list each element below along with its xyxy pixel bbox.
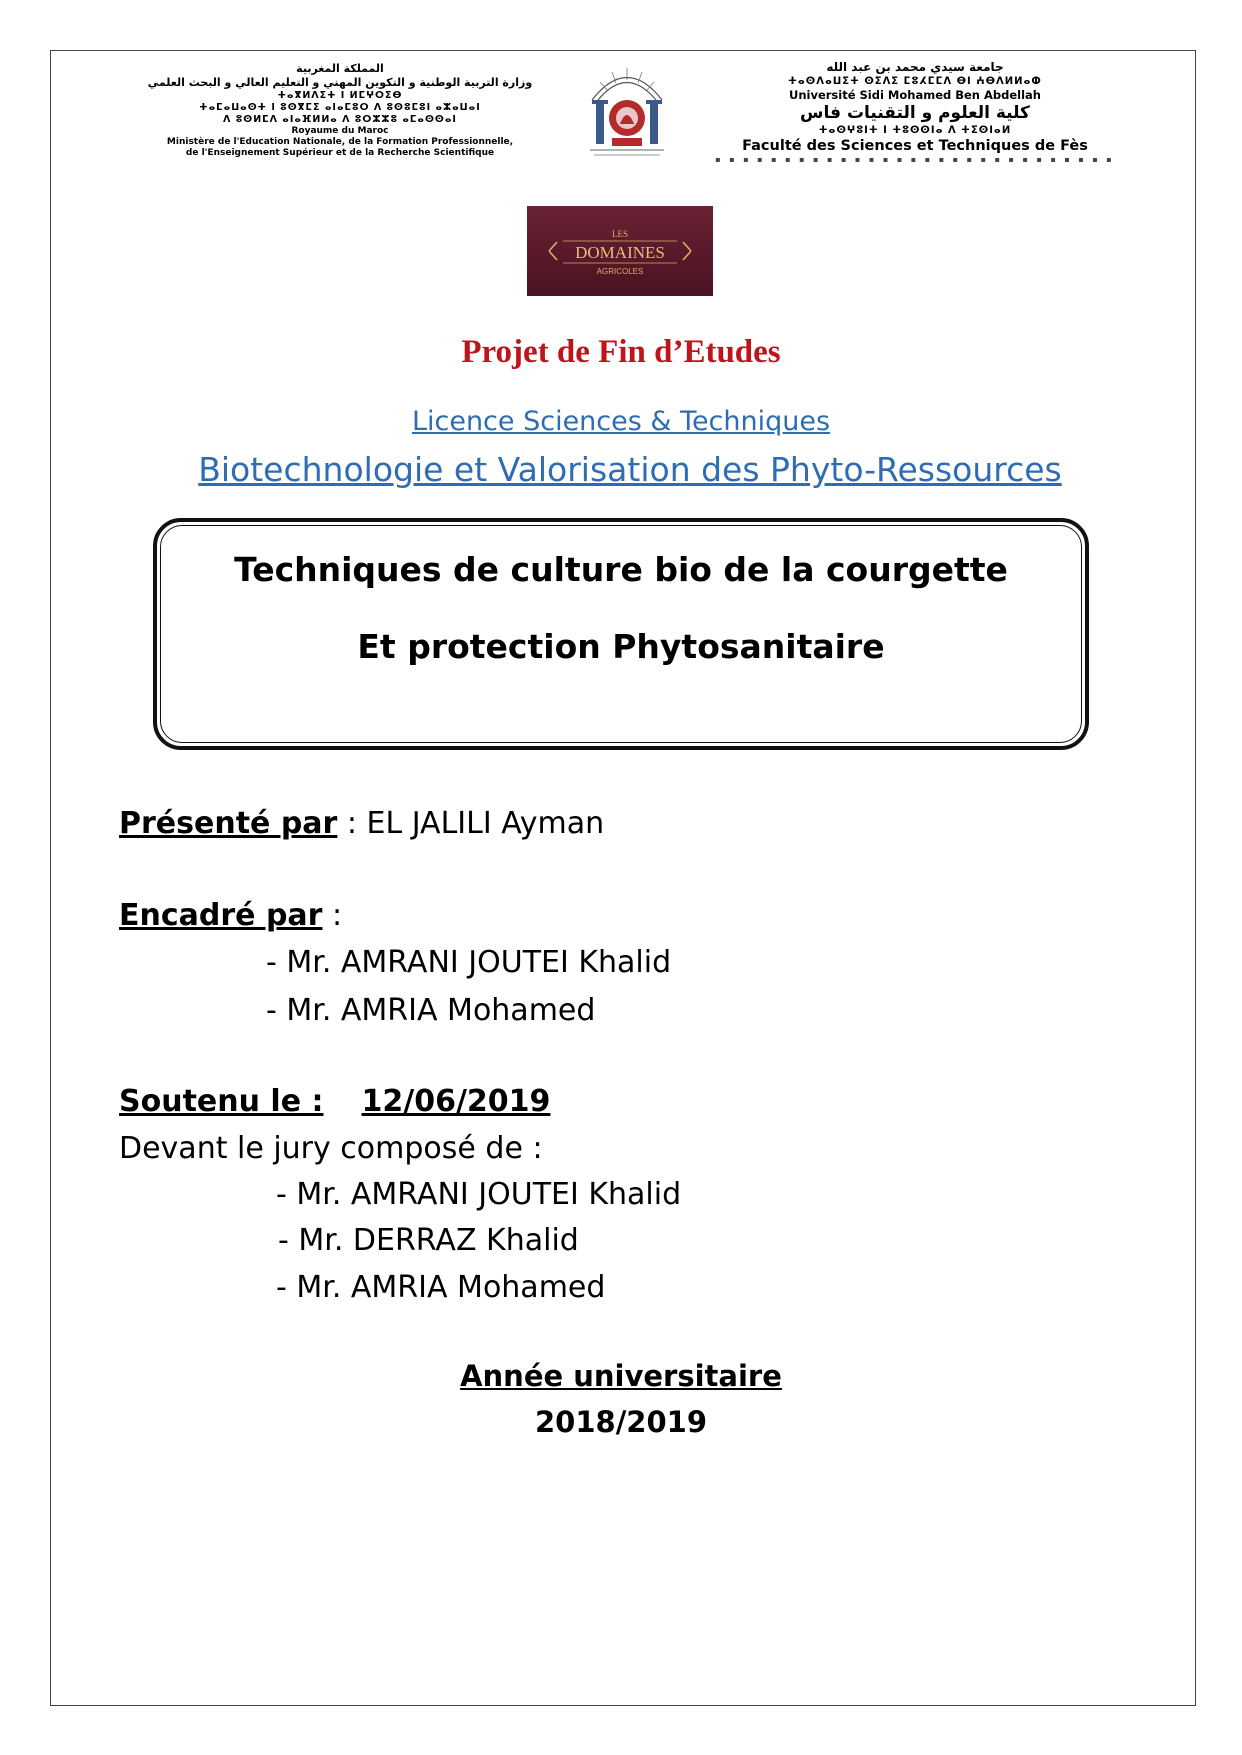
supervisor-item: - Mr. AMRANI JOUTEI Khalid [266,945,672,980]
defense-label: Soutenu le : [119,1084,324,1119]
university-french-name: Université Sidi Mohamed Ben Abdellah [789,88,1041,102]
subject-line-2: Et protection Phytosanitaire [357,627,885,666]
supervised-by-row [119,898,342,933]
logo-les: LES [611,229,629,239]
jury-member: - Mr. AMRIA Mohamed [276,1270,606,1305]
ministry-french-name-1: Ministère de l'Education Nationale, de la Formation Professionnelle, [166,137,514,147]
jury-intro: Devant le jury composé de : [119,1131,543,1166]
subject-line-1: Techniques de culture bio de la courgette [234,550,1008,589]
ministry-arabic-kingdom: المملكة المغربية [296,62,384,75]
logo-agricoles: AGRICOLES [596,267,644,276]
presented-by-sep: : [337,806,367,841]
domaines-agricoles-logo [527,206,713,296]
university-emblem-icon [572,60,682,160]
header-dotted-rule: ▪ ▪ ▪ ▪ ▪ ▪ ▪ ▪ ▪ ▪ ▪ ▪ ▪ ▪ ▪ ▪ ▪ ▪ ▪ ▪ ▪ ▪ ▪ ▪ ▪ ▪ ▪ ▪ ▪ [715,155,1115,164]
ministry-tifinagh-1: ⵜⴰⴳⵍⴷⵉⵜ ⵏ ⵍⵎⵖⵔⵉⴱ [277,90,403,101]
ministry-tifinagh-3: ⴷ ⵓⵙⵍⵎⴷ ⴰⵏⴰⴼⵍⵍⴰ ⴷ ⵓⵔⵣⵣⵓ ⴰⵎⴰⵙⵙⴰⵏ [223,114,457,125]
faculty-french-name: Faculté des Sciences et Techniques de Fès [742,138,1088,154]
university-arabic-name: جامعة سيدي محمد بن عبد الله [826,60,1004,74]
supervised-by-sep: : [322,898,343,933]
ministry-arabic-name: وزارة التربية الوطنية و التكوين المهني و التعليم العالي و البحث العلمي [147,76,533,89]
ministry-header [110,62,570,159]
filiere-title: Biotechnologie et Valorisation des Phyto-Ressources [198,450,1062,489]
pfe-title: Projet de Fin d’Etudes [461,334,781,370]
presenter-name: EL JALILI Ayman [366,806,605,841]
supervisor-item: - Mr. AMRIA Mohamed [266,993,596,1028]
ministry-french-name-2: de l'Enseignement Supérieur et de la Recherche Scientifique [185,148,495,158]
defense-row [119,1084,550,1119]
university-header [700,60,1130,165]
jury-member: - Mr. DERRAZ Khalid [278,1223,579,1258]
presented-by-row [119,806,604,841]
faculty-arabic-name: كلية العلوم و التقنيات فاس [800,103,1030,123]
university-tifinagh-name: ⵜⴰⵙⴷⴰⵡⵉⵜ ⵙⵉⴷⵉ ⵎⵓⵃⵎⵎⴷ ⴱⵏ ⵄⴱⴷⵍⵍⴰⵀ [788,76,1042,87]
ministry-french-kingdom: Royaume du Maroc [291,126,389,136]
academic-year-value: 2018/2019 [534,1405,708,1439]
faculty-tifinagh-name: ⵜⴰⵙⵖⵓⵏⵜ ⵏ ⵜⵓⵙⵙⵏⴰ ⴷ ⵜⵉⵙⵏⴰⵍ [818,125,1012,136]
ministry-tifinagh-2: ⵜⴰⵎⴰⵡⴰⵙⵜ ⵏ ⵓⵙⴳⵎⵉ ⴰⵏⴰⵎⵓⵔ ⴷ ⵓⵙⵓⵎⵓⵏ ⴰⵣⴰⵡⴰⵏ [199,102,481,113]
page-border [50,50,1196,1706]
academic-year-label: Année universitaire [460,1359,782,1393]
jury-member: - Mr. AMRANI JOUTEI Khalid [276,1177,682,1212]
licence-title: Licence Sciences & Techniques [411,406,831,437]
presented-by-label: Présenté par [119,806,338,841]
supervised-by-label: Encadré par [119,898,323,933]
defense-date: 12/06/2019 [361,1084,551,1119]
logo-domaines: DOMAINES [575,243,665,262]
